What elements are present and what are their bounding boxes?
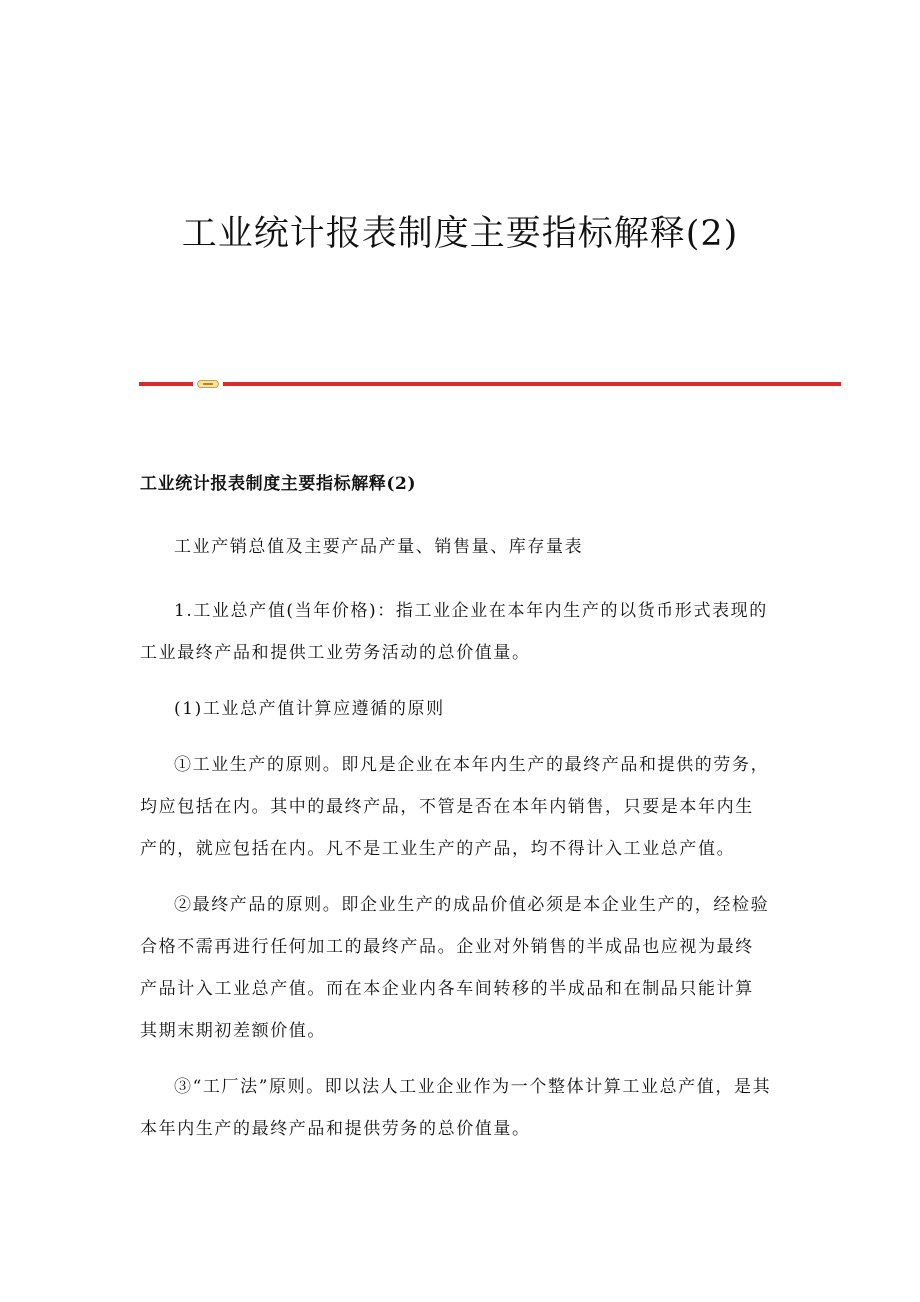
document-body (140, 464, 772, 1164)
divider-bar-left (139, 382, 193, 386)
paragraph-principle-3: ③“工厂法”原则。即以法人工业企业作为一个整体计算工业总产值，是其本年内生产的最终产品和提供劳务的总价值量。 (140, 1077, 772, 1139)
document-title: 工业统计报表制度主要指标解释(2) (181, 214, 739, 254)
section-title: 工业统计报表制度主要指标解释(2) (140, 474, 417, 494)
paragraph-principles-heading: (1)工业总产值计算应遵循的原则 (174, 699, 445, 719)
paragraph-gross-output-definition: 1.工业总产值(当年价格)：指工业企业在本年内生产的以货币形式表现的工业最终产品和提供工业劳务活动的总价值量。 (140, 601, 768, 663)
paragraph-principle-1: ①工业生产的原则。即凡是企业在本年内生产的最终产品和提供的劳务，均应包括在内。其中的最终产品，不管是否在本年内销售，只要是本年内生产的，就应包括在内。凡不是工业生产的产品，均不得计入工业总产值。 (140, 755, 770, 859)
title-divider (139, 380, 841, 388)
divider-ornament-icon (197, 380, 219, 388)
paragraph-principle-2: ②最终产品的原则。即企业生产的成品价值必须是本企业生产的，经检验合格不需再进行任何加工的最终产品。企业对外销售的半成品也应视为最终产品计入工业总产值。而在本企业内各车间转移的半成品和在制品只能计算其期末期初差额价值。 (140, 895, 770, 1041)
paragraph-table-name: 工业产销总值及主要产品产量、销售量、库存量表 (174, 537, 584, 557)
divider-bar-right (223, 382, 841, 386)
